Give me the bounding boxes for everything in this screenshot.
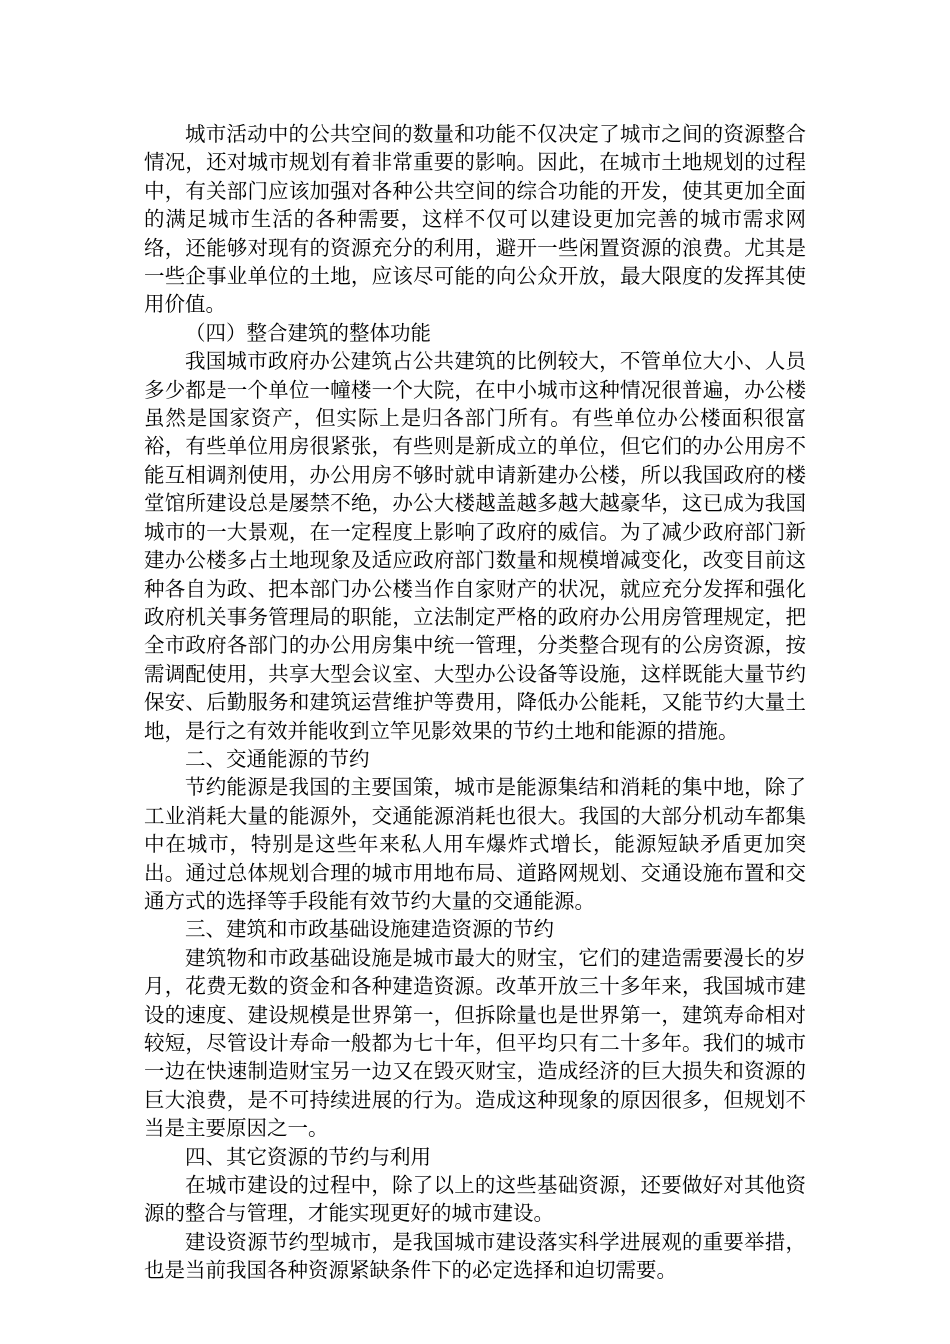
paragraph-other-resources: 在城市建设的过程中，除了以上的这些基础资源，还要做好对其他资源的整合与管理，才能实现更好的城市建设。 [144,1173,806,1226]
document-page [144,120,806,1285]
heading-other-resources: 四、其它资源的节约与利用 [185,1144,431,1169]
heading-construction-resource-saving: 三、建筑和市政基础设施建造资源的节约 [185,917,554,942]
heading-integrate-building-function: （四）整合建筑的整体功能 [185,320,431,345]
paragraph-government-office-buildings: 我国城市政府办公建筑占公共建筑的比例较大，不管单位大小、人员多少都是一个单位一幢楼一个大院，在中小城市这种情况很普遍，办公楼虽然是国家资产，但实际上是归各部门所有。有些单位办公楼面积很富裕，有些单位用房很紧张，有些则是新成立的单位，但它们的办公用房不能互相调剂使用，办公用房不够时就申请新建办公楼，所以我国政府的楼堂馆所建设总是屡禁不绝，办公大楼越盖越多越大越豪华，这已成为我国城市的一大景观，在一定程度上影响了政府的威信。为了减少政府部门新建办公楼多占土地现象及适应政府部门数量和规模增减变化，改变目前这种各自为政、把本部门办公楼当作自家财产的状况，就应充分发挥和强化政府机关事务管理局的职能，立法制定严格的政府办公用房管理规定，把全市政府各部门的办公用房集中统一管理，分类整合现有的公房资源，按需调配使用，共享大型会议室、大型办公设备等设施，这样既能大量节约保安、后勤服务和建筑运营维护等费用，降低办公能耗，又能节约大量土地，是行之有效并能收到立竿见影效果的节约土地和能源的措施。 [144,349,806,743]
paragraph-construction-resources: 建筑物和市政基础设施是城市最大的财宝，它们的建造需要漫长的岁月，花费无数的资金和各种建造资源。改革开放三十多年来，我国城市建设的速度、建设规模是世界第一，但拆除量也是世界第一，建筑寿命相对较短，尽管设计寿命一般都为七十年，但平均只有二十多年。我们的城市一边在快速制造财宝另一边又在毁灭财宝，造成经济的巨大损失和资源的巨大浪费，是不可持续进展的行为。造成这种现象的原因很多，但规划不当是主要原因之一。 [144,945,806,1141]
heading-transport-energy-saving: 二、交通能源的节约 [185,746,370,771]
paragraph-public-space: 城市活动中的公共空间的数量和功能不仅决定了城市之间的资源整合情况，还对城市规划有着非常重要的影响。因此，在城市土地规划的过程中，有关部门应该加强对各种公共空间的综合功能的开发，使其更加全面的满足城市生活的各种需要，这样不仅可以建设更加完善的城市需求网络，还能够对现有的资源充分的利用，避开一些闲置资源的浪费。尤其是一些企事业单位的土地，应该尽可能的向公众开放，最大限度的发挥其使用价值。 [144,122,806,317]
paragraph-conclusion: 建设资源节约型城市，是我国城市建设落实科学进展观的重要举措，也是当前我国各种资源紧缺条件下的必定选择和迫切需要。 [144,1229,806,1283]
paragraph-transport-energy: 节约能源是我国的主要国策，城市是能源集结和消耗的集中地，除了工业消耗大量的能源外，交通能源消耗也很大。我国的大部分机动车都集中在城市，特别是这些年来私人用车爆炸式增长，能源短缺矛盾更加突出。通过总体规划合理的城市用地布局、道路网规划、交通设施布置和交通方式的选择等手段能有效节约大量的交通能源。 [144,775,806,913]
